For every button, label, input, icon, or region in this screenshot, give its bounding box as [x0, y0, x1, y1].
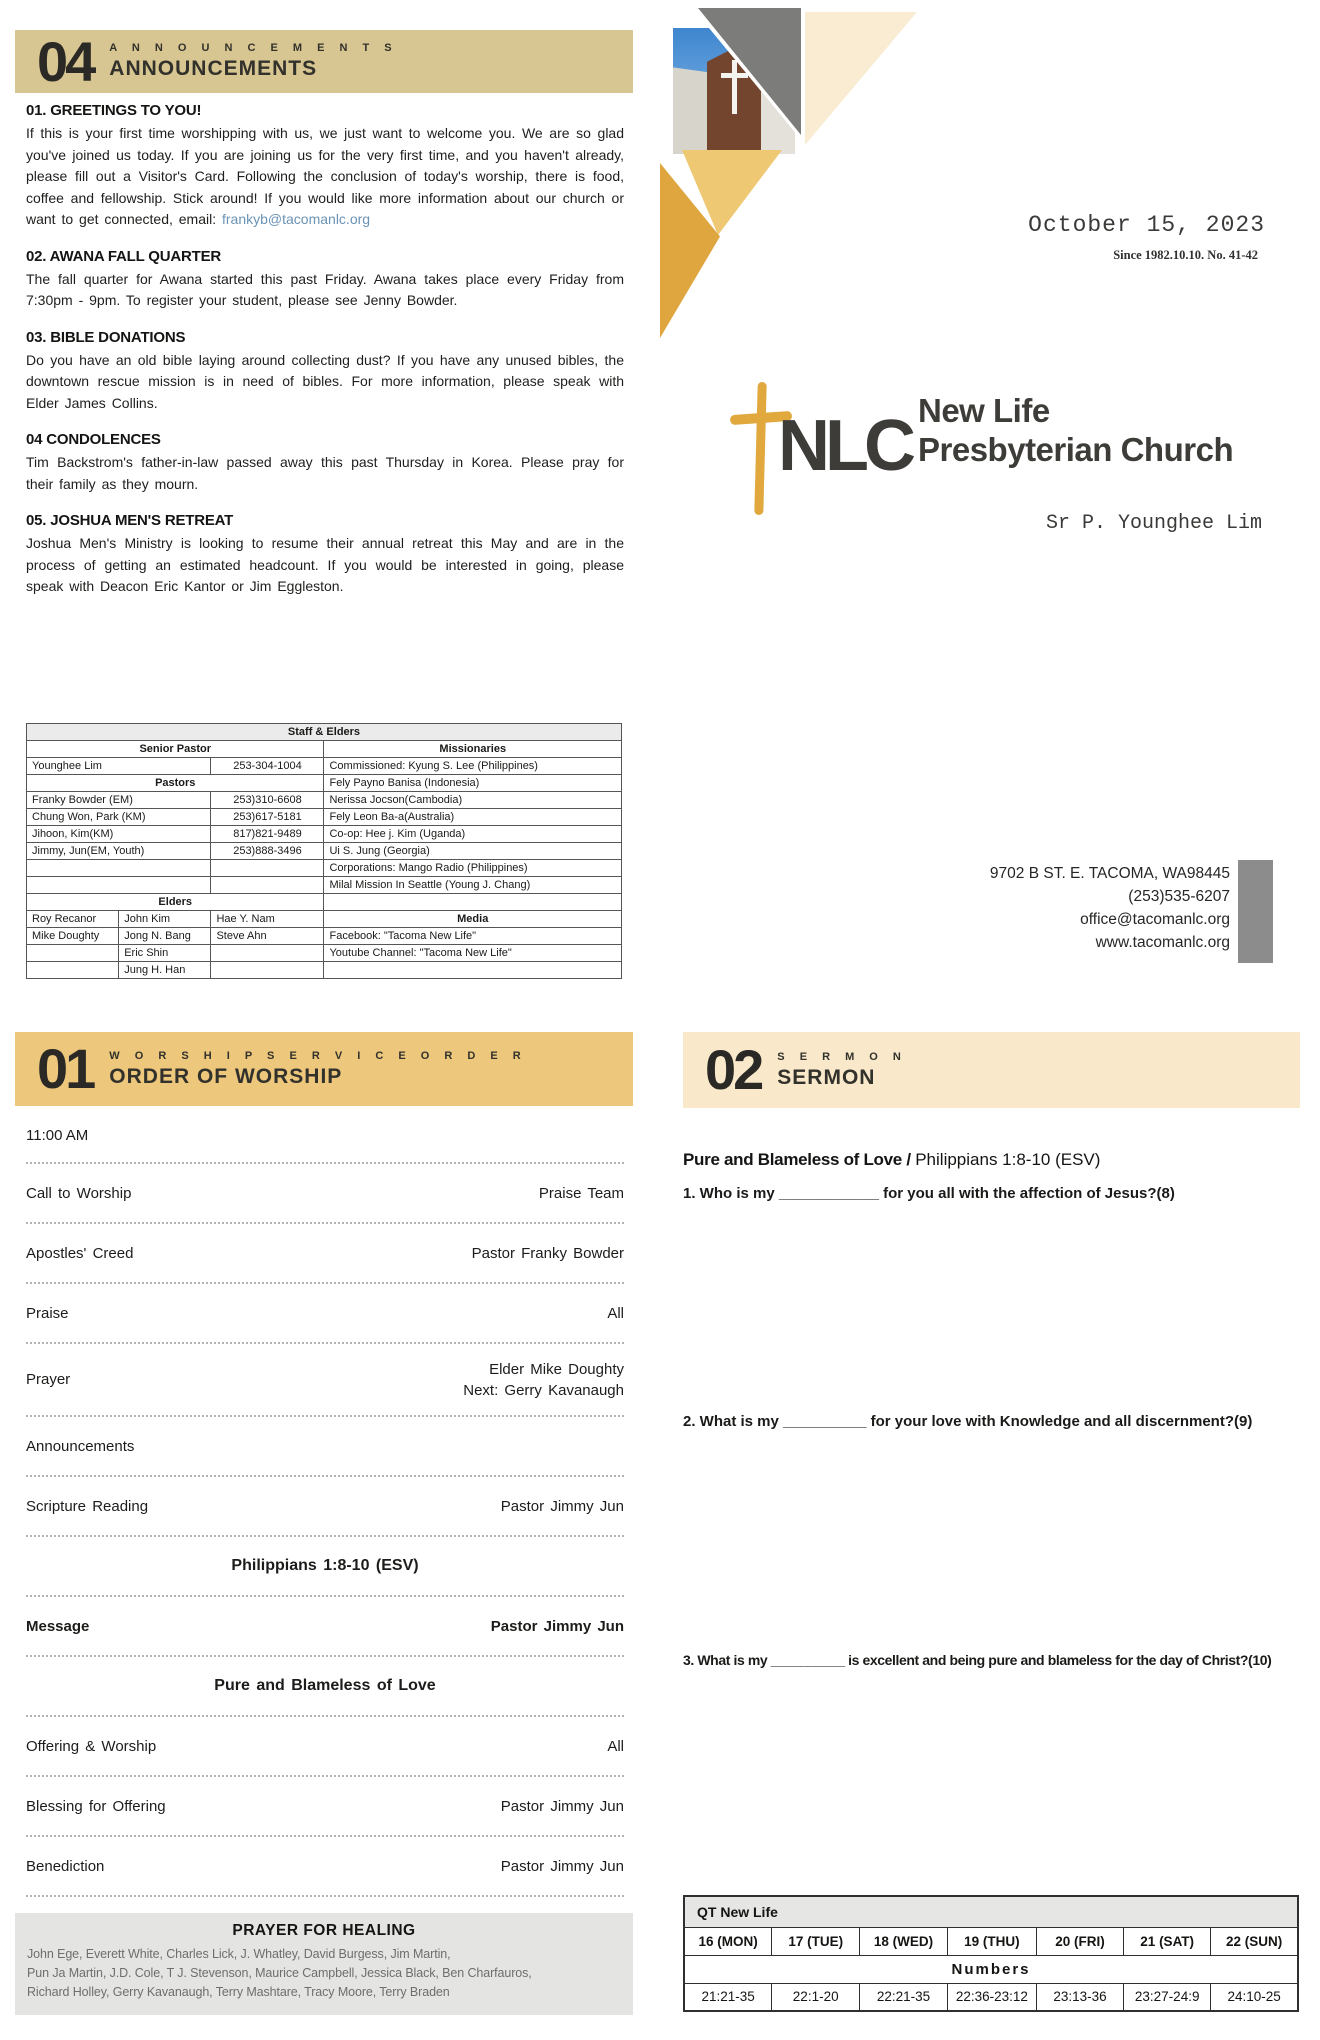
qt-table-cell: 22 (SUN): [1211, 1927, 1298, 1955]
staff-elders-table: [26, 723, 622, 979]
table-row: [27, 826, 622, 843]
staff-table-cell: Milal Mission In Seattle (Young J. Chang): [324, 877, 622, 894]
worship-item-label: Praise: [26, 1304, 69, 1322]
prayer-for-healing-box: [15, 1913, 633, 2015]
worship-item-leader: Pastor Jimmy Jun: [500, 1797, 624, 1815]
senior-pastor-name: Sr P. Younghee Lim: [1045, 512, 1262, 535]
staff-table-cell: Jung H. Han: [119, 962, 211, 979]
section-title: ANNOUNCEMENTS: [109, 57, 318, 80]
table-row: [27, 843, 622, 860]
announcement-item: [26, 248, 624, 312]
announcement-heading: 01. GREETINGS TO YOU!: [26, 102, 202, 119]
staff-table-cell: 253)310-6608: [211, 792, 324, 809]
healing-names-line: John Ege, Everett White, Charles Lick, J. Whatley, David Burgess, Jim Martin,: [27, 1947, 451, 1961]
staff-table-cell: Fely Payno Banisa (Indonesia): [324, 775, 622, 792]
section-title: ORDER OF WORSHIP: [109, 1064, 343, 1088]
church-logo: [740, 380, 1280, 530]
church-cross-icon: [732, 60, 737, 114]
table-row: [684, 1983, 1298, 2011]
staff-table-cell: Nerissa Jocson(Cambodia): [324, 792, 622, 809]
worship-leader-line: Next: Gerry Kavanaugh: [463, 1381, 624, 1399]
qt-table-cell: 22:21-35: [860, 1983, 948, 2011]
announcement-body: Joshua Men's Ministry is looking to resume their annual retreat this May and are in the process of getting an estimated headcount. If you would be interested in going, please speak with Deacon Eric Kantor or Jim Eggleston.: [26, 535, 624, 594]
qt-table-cell: 22:1-20: [772, 1983, 860, 2011]
worship-row: [26, 1344, 624, 1417]
contact-line: www.tacomanlc.org: [1095, 934, 1230, 951]
masthead-collage: [660, 0, 980, 345]
worship-item-leader: Pastor Jimmy Jun: [500, 1497, 624, 1515]
table-row: [27, 911, 622, 928]
staff-table-cell: Roy Recanor: [27, 911, 119, 928]
worship-item-label: Message: [26, 1617, 90, 1635]
sermon-subject: [683, 1150, 1308, 1170]
worship-item-label: Scripture Reading: [26, 1497, 149, 1515]
staff-table-cell: Senior Pastor: [27, 741, 324, 758]
worship-item-label: Offering & Worship: [26, 1737, 157, 1755]
staff-table-cell: Pastors: [27, 775, 324, 792]
section-titles: [109, 42, 397, 81]
staff-table-cell: Mike Doughty: [27, 928, 119, 945]
worship-row: [26, 1284, 624, 1344]
healing-names: [15, 1945, 633, 2002]
table-row: [684, 1896, 1298, 1927]
staff-table-cell: Hae Y. Nam: [211, 911, 324, 928]
worship-row: [26, 1224, 624, 1284]
staff-table-cell: Co-op: Hee j. Kim (Uganda): [324, 826, 622, 843]
section-number: 01: [37, 1037, 94, 1101]
worship-row: [26, 1417, 624, 1477]
announcement-item: [26, 431, 624, 495]
staff-table-cell: 253)888-3496: [211, 843, 324, 860]
qt-table-cell: QT New Life: [684, 1896, 1298, 1927]
section-titles: [109, 1050, 526, 1089]
sermon-subject-title: Pure and Blameless of Love /: [683, 1150, 916, 1169]
qt-schedule-table: [683, 1895, 1299, 2012]
worship-item-label: Benediction: [26, 1857, 105, 1875]
worship-item-leader: [463, 1359, 624, 1401]
staff-table-cell: Ui S. Jung (Georgia): [324, 843, 622, 860]
staff-table-cell: Commissioned: Kyung S. Lee (Philippines): [324, 758, 622, 775]
section-title-spaced: A N N O U N C E M E N T S: [109, 42, 398, 54]
qt-table-cell: 21 (SAT): [1124, 1927, 1211, 1955]
contact-line: office@tacomanlc.org: [1080, 911, 1230, 928]
church-name: [918, 392, 1233, 470]
church-name-line1: New Life: [918, 392, 1050, 429]
staff-table-cell: [27, 877, 211, 894]
staff-table-cell: Fely Leon Ba-a(Australia): [324, 809, 622, 826]
worship-row: [26, 1777, 624, 1837]
worship-row: [26, 1164, 624, 1224]
announcement-item: [26, 512, 624, 598]
announcement-item: [26, 329, 624, 415]
church-name-line2: Presbyterian Church: [918, 430, 1234, 468]
qt-table-cell: 24:10-25: [1211, 1983, 1298, 2011]
issue-number: Since 1982.10.10. No. 41-42: [1113, 248, 1258, 262]
worship-item-leader: All: [607, 1304, 624, 1322]
staff-table-cell: [324, 894, 622, 911]
worship-item-leader: Praise Team: [538, 1184, 624, 1202]
qt-table-cell: 22:36-23:12: [947, 1983, 1036, 2011]
qt-table-cell: 23:27-24:9: [1124, 1983, 1211, 2011]
staff-table-cell: Corporations: Mango Radio (Philippines): [324, 860, 622, 877]
service-time: 11:00 AM: [26, 1108, 624, 1164]
staff-table-cell: Steve Ahn: [211, 928, 324, 945]
table-row: [27, 877, 622, 894]
table-row: [27, 775, 622, 792]
table-row: [27, 741, 622, 758]
staff-table-cell: [324, 962, 622, 979]
announcement-heading: 02. AWANA FALL QUARTER: [26, 247, 222, 265]
worship-row: [26, 1597, 624, 1657]
healing-names-line: Pun Ja Martin, J.D. Cole, T J. Stevenson, Maurice Campbell, Jessica Black, Ben Charfauros,: [27, 1966, 532, 1980]
church-cross-icon: [721, 73, 748, 78]
section-title-spaced: S E R M O N: [777, 1050, 907, 1063]
staff-table-cell: [27, 945, 119, 962]
healing-names-line: Richard Holley, Gerry Kavanaugh, Terry Mashtare, Tracy Moore, Terry Braden: [27, 1985, 450, 1999]
announcements-list: [26, 102, 624, 615]
table-row: [27, 792, 622, 809]
staff-table-cell: Staff & Elders: [27, 724, 622, 741]
staff-table-cell: [211, 945, 324, 962]
email-link[interactable]: frankyb@tacomanlc.org: [222, 211, 371, 227]
section-number: 02: [705, 1038, 762, 1102]
logo-cross-icon: [754, 382, 766, 515]
cream-triangle-decoration: [805, 12, 917, 145]
staff-table-cell: [211, 962, 324, 979]
sermon-question: 3. What is my __________ is excellent and being pure and blameless for the day of Christ?(10): [683, 1652, 1272, 1668]
worship-item-label: Prayer: [26, 1371, 71, 1388]
sermon-content: [683, 1150, 1308, 1890]
announcement-body: Tim Backstrom's father-in-law passed away this past Thursday in Korea. Please pray for their family as they mourn.: [26, 454, 624, 492]
logo-acronym: NLC: [778, 406, 911, 486]
healing-title: PRAYER FOR HEALING: [232, 1922, 416, 1939]
qt-table-cell: 17 (TUE): [772, 1927, 860, 1955]
section-number: 04: [37, 29, 94, 93]
contact-info: [880, 862, 1230, 954]
order-of-worship-list: [26, 1108, 624, 1897]
staff-table-cell: John Kim: [119, 911, 211, 928]
qt-table-cell: 16 (MON): [684, 1927, 772, 1955]
worship-item-leader: Pastor Franky Bowder: [471, 1244, 624, 1262]
sermon-subject-passage: Philippians 1:8-10 (ESV): [915, 1150, 1101, 1169]
announcement-heading: 04 CONDOLENCES: [26, 431, 161, 448]
qt-table-cell: 21:21-35: [684, 1983, 772, 2011]
staff-table-cell: Elders: [27, 894, 324, 911]
staff-table-cell: Jihoon, Kim(KM): [27, 826, 211, 843]
worship-row: Philippians 1:8-10 (ESV): [26, 1537, 624, 1597]
qt-table-cell: 19 (THU): [947, 1927, 1036, 1955]
qt-table-cell: Numbers: [684, 1955, 1298, 1983]
staff-table-cell: Younghee Lim: [27, 758, 211, 775]
staff-table-cell: [211, 877, 324, 894]
table-row: [684, 1927, 1298, 1955]
worship-section-banner: [15, 1032, 633, 1106]
announcement-body: Do you have an old bible laying around collecting dust? If you have any unused bibles, the downtown rescue mission is in need of bibles. For more information, please speak with Elder James Collins.: [26, 351, 624, 411]
worship-row: [26, 1837, 624, 1897]
worship-item-leader: Pastor Jimmy Jun: [500, 1857, 624, 1875]
worship-item-label: Apostles' Creed: [26, 1244, 134, 1262]
table-row: [27, 724, 622, 741]
announcement-heading: 05. JOSHUA MEN'S RETREAT: [26, 512, 234, 529]
announcement-body: The fall quarter for Awana started this past Friday. Awana takes place every Friday from 7:30pm - 9pm. To register your student, please see Jenny Bowder.: [26, 270, 624, 308]
staff-table-cell: Facebook: "Tacoma New Life": [324, 928, 622, 945]
contact-line: (253)535-6207: [1128, 888, 1230, 905]
worship-row: Pure and Blameless of Love: [26, 1657, 624, 1717]
section-title-spaced: W O R S H I P S E R V I C E O R D E R: [109, 1049, 527, 1062]
contact-gray-bar-decoration: [1238, 860, 1273, 963]
table-row: [27, 894, 622, 911]
sermon-question: 2. What is my __________ for your love with Knowledge and all discernment?(9): [683, 1413, 1253, 1430]
announcement-item: [26, 102, 624, 231]
worship-row: [26, 1717, 624, 1777]
announcements-section-banner: [15, 30, 633, 93]
staff-table-cell: Eric Shin: [119, 945, 211, 962]
sermon-section-banner: [683, 1032, 1300, 1108]
staff-table-cell: Franky Bowder (EM): [27, 792, 211, 809]
staff-table-cell: 817)821-9489: [211, 826, 324, 843]
staff-table-cell: Media: [324, 911, 622, 928]
sermon-questions: [683, 1185, 1308, 1668]
staff-table-cell: Jong N. Bang: [119, 928, 211, 945]
issue-date: October 15, 2023: [1028, 212, 1265, 238]
sermon-question: 1. Who is my ____________ for you all with the affection of Jesus?(8): [683, 1185, 1175, 1202]
church-photo-siding-left: [673, 67, 711, 154]
staff-table-cell: Youtube Channel: "Tacoma New Life": [324, 945, 622, 962]
table-row: [27, 809, 622, 826]
table-row: [27, 860, 622, 877]
worship-rows: [26, 1164, 624, 1897]
staff-table-cell: Missionaries: [324, 741, 622, 758]
worship-item-label: Call to Worship: [26, 1184, 132, 1202]
worship-item-label: Blessing for Offering: [26, 1797, 166, 1815]
table-row: [27, 928, 622, 945]
worship-item-label: Announcements: [26, 1437, 135, 1455]
announcement-body: If this is your first time worshipping with us, we just want to welcome you. We are so glad you've joined us today. If you are joining us for the very first time, and you haven't already, please fill out a Visitor's Card. Following the conclusion of today's worship, there is food, coffee and fellowship. Stick around! If you would like more information about our church or want to get connected, email: frankyb@tacomanlc.org: [26, 125, 624, 227]
qt-table-cell: 20 (FRI): [1036, 1927, 1123, 1955]
table-row: [27, 945, 622, 962]
staff-table-cell: Jimmy, Jun(EM, Youth): [27, 843, 211, 860]
worship-item-leader: All: [607, 1737, 624, 1755]
section-title: SERMON: [777, 1065, 876, 1089]
announcement-heading: 03. BIBLE DONATIONS: [26, 328, 186, 346]
table-row: [27, 758, 622, 775]
staff-table-cell: 253)617-5181: [211, 809, 324, 826]
staff-table-cell: 253-304-1004: [211, 758, 324, 775]
section-titles: [777, 1051, 907, 1090]
worship-leader-line: Elder Mike Doughty: [489, 1360, 624, 1378]
staff-table-cell: [27, 860, 211, 877]
qt-table-cell: 23:13-36: [1036, 1983, 1123, 2011]
staff-table-cell: Chung Won, Park (KM): [27, 809, 211, 826]
worship-item-leader: Pastor Jimmy Jun: [490, 1617, 624, 1635]
table-row: [684, 1955, 1298, 1983]
staff-table-cell: [27, 962, 119, 979]
contact-line: 9702 B ST. E. TACOMA, WA98445: [989, 865, 1230, 882]
qt-table-cell: 18 (WED): [860, 1927, 948, 1955]
table-row: [27, 962, 622, 979]
worship-row: [26, 1477, 624, 1537]
staff-table-cell: [211, 860, 324, 877]
